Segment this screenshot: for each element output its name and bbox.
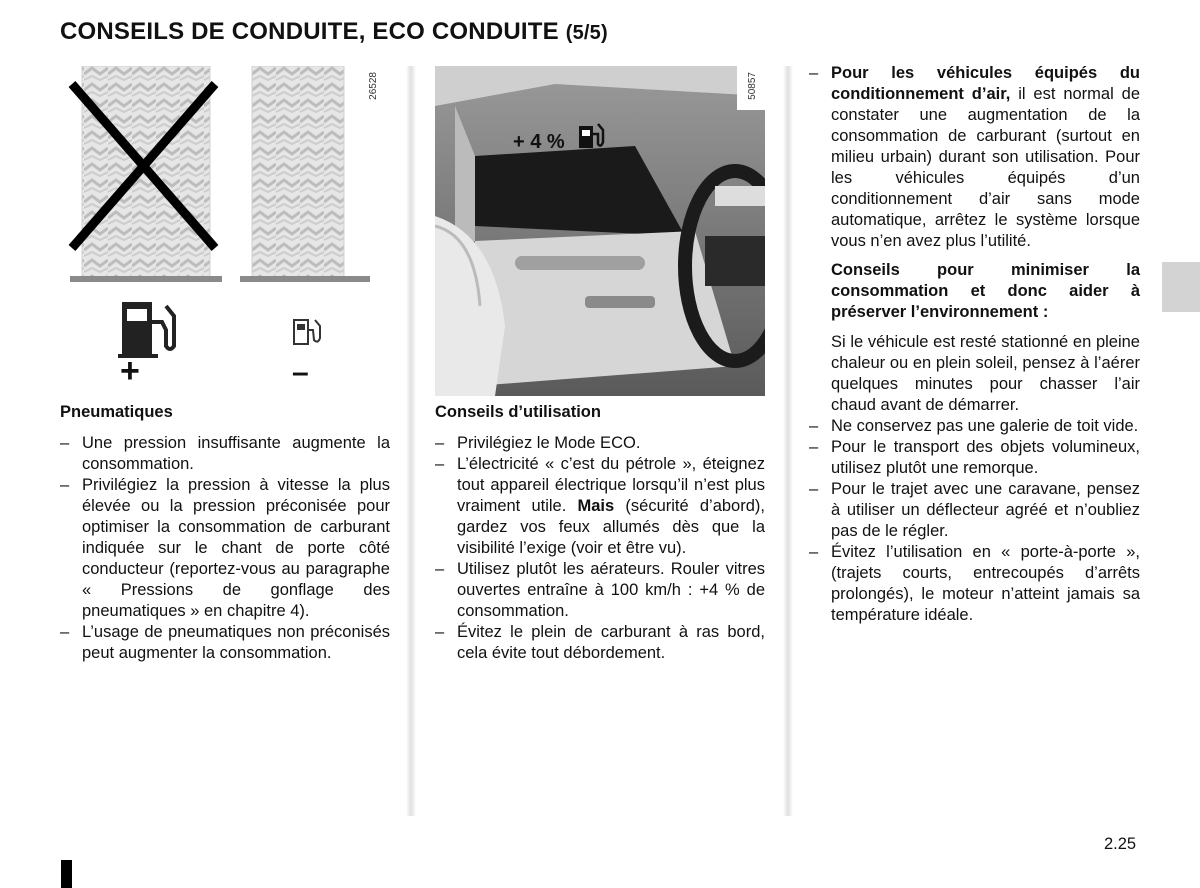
fuel-pump-large-icon — [118, 302, 174, 358]
fuel-pump-small-icon — [294, 320, 320, 344]
column-divider — [406, 66, 416, 816]
paragraph: Si le véhicule est resté stationné en pleine chaleur ou en plein soleil, pensez à l’aérer quelques minutes pour chasser l’air chaud avant de démarrer. — [831, 333, 1140, 414]
list-item — [435, 454, 765, 559]
title-text: CONSEILS DE CONDUITE, ECO CONDUITE — [60, 18, 559, 45]
item-emphasis: Mais — [577, 497, 615, 515]
list-item: – Privilégiez la pression à vitesse la plus élevée ou la pression préconisée pour optimiser la consommation de carburant indiquée sur le chant de porte côté conducteur (reportez-vous au paragraphe « Pressions de gonflage des pneumatiques » en chapitre 4). — [60, 475, 390, 622]
tyres-section — [60, 402, 390, 664]
consumption-label: + 4 % — [513, 131, 565, 153]
list-item: – Pour le transport des objets volumineux, utilisez plutôt une remorque. — [809, 437, 1140, 479]
tyre-figure — [60, 66, 390, 396]
minus-sign: – — [292, 356, 309, 389]
list-item: – Évitez l’utilisation en « porte-à-porte », (trajets courts, entrecoupés d’arrêts prolongés), le moteur n’atteint jamais sa température idéale. — [809, 542, 1140, 626]
item-text: (sécurité d’abord), gardez vos feux allumés dès que la visibilité l’exige (voir et être vu). — [457, 497, 765, 557]
environment-section — [809, 63, 1140, 626]
car-interior-illustration — [435, 66, 765, 396]
tyre-illustration — [60, 66, 390, 396]
list-item — [809, 63, 1140, 252]
item-text: il est normal de constater une augmentation de la consommation de carburant (surtout en milieu urbain) durant son utilisation. Pour les véhicules équipés d’un conditionnement d’air sans mode automatique, arrêtez le système lorsque vous n’en avez plus l’utilité. — [831, 85, 1141, 250]
plus-sign: + — [120, 352, 140, 390]
section-heading: Conseils d’utilisation — [435, 403, 601, 421]
title-part: (5/5) — [565, 22, 608, 44]
list-item: – Privilégiez le Mode ECO. — [435, 433, 765, 454]
edge-marker — [61, 860, 72, 888]
chapter-tab — [1162, 262, 1200, 312]
list-item: – Évitez le plein de carburant à ras bord, cela évite tout débordement. — [435, 622, 765, 664]
figure-code: 26528 — [368, 72, 379, 100]
item-emphasis: Pour les véhicules équipés du conditionnement d’air, — [831, 64, 1140, 103]
list-item: – Une pression insuffisante augmente la consommation. — [60, 433, 390, 475]
page-number: 2.25 — [1104, 835, 1137, 853]
figure-code: 50857 — [747, 72, 758, 100]
list-item: – L’usage de pneumatiques non préconisés peut augmenter la consommation. — [60, 622, 390, 664]
section-heading: Pneumatiques — [60, 403, 173, 421]
list-item: – Ne conservez pas une galerie de toit vide. — [809, 416, 1140, 437]
usage-tips-section — [435, 402, 765, 664]
item-text: L’électricité « c’est du pétrole », éteignez tout appareil électrique lorsqu’il n’est plus vraiment utile. — [457, 455, 765, 515]
page-title — [60, 18, 608, 46]
section-heading: Conseils pour minimiser la consommation et donc aider à préserver l’environnement : — [831, 261, 1140, 321]
list-item: – Pour le trajet avec une caravane, pensez à utiliser un déflecteur agréé et n’oubliez pas de le régler. — [809, 479, 1140, 542]
list-item: – Utilisez plutôt les aérateurs. Rouler vitres ouvertes entraîne à 100 km/h : +4 % de consommation. — [435, 559, 765, 622]
car-interior-figure — [435, 66, 765, 396]
column-divider — [783, 66, 793, 816]
